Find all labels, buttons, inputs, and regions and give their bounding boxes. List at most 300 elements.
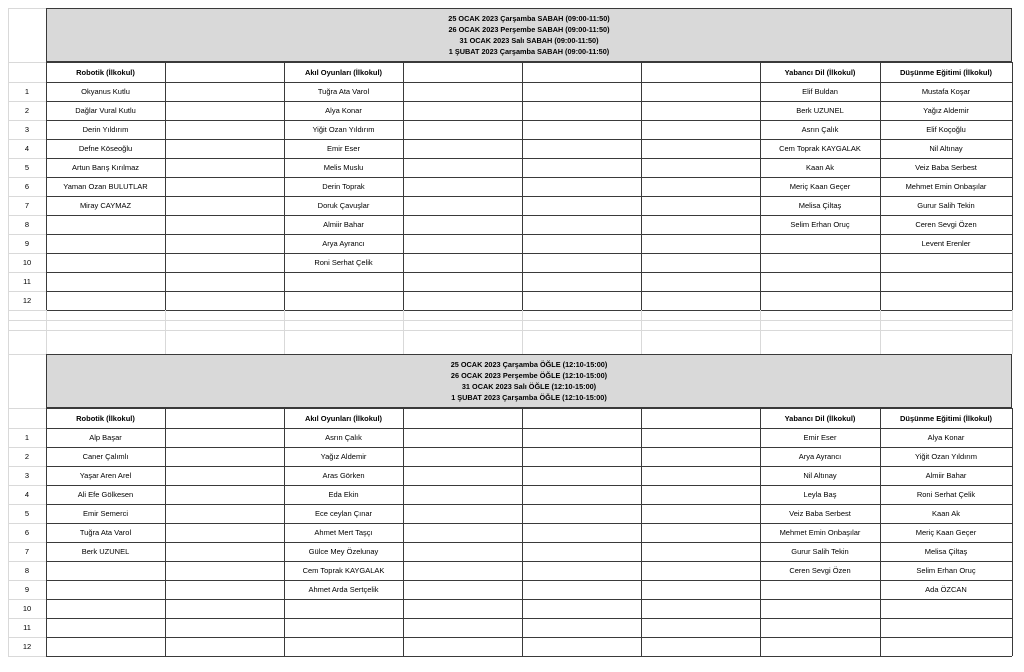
table-cell[interactable] bbox=[165, 158, 284, 177]
gridline bbox=[403, 62, 404, 310]
table-cell[interactable] bbox=[165, 637, 284, 656]
table-cell[interactable]: Aras Görken bbox=[322, 471, 365, 480]
table-cell[interactable] bbox=[641, 428, 760, 447]
row-number: 6 bbox=[24, 528, 30, 537]
table-cell[interactable]: Ali Efe Gölkesen bbox=[77, 490, 134, 499]
table-cell[interactable] bbox=[403, 253, 522, 272]
table-cell[interactable] bbox=[403, 120, 522, 139]
table-cell[interactable] bbox=[522, 177, 641, 196]
column-header bbox=[165, 62, 284, 82]
table-cell[interactable]: Melis Muslu bbox=[323, 163, 364, 172]
gridline bbox=[46, 447, 1012, 448]
table-cell[interactable]: Derin Yıldırım bbox=[82, 125, 129, 134]
row-number: 8 bbox=[24, 220, 30, 229]
table-cell[interactable] bbox=[403, 428, 522, 447]
table-cell[interactable] bbox=[403, 139, 522, 158]
table-cell[interactable]: Leyla Baş bbox=[803, 490, 837, 499]
table-cell[interactable]: Asrın Çalık bbox=[325, 433, 362, 442]
table-cell[interactable] bbox=[880, 291, 1012, 310]
gridline bbox=[46, 618, 1012, 619]
table-cell[interactable] bbox=[165, 447, 284, 466]
table-cell[interactable] bbox=[522, 215, 641, 234]
table-cell[interactable] bbox=[165, 177, 284, 196]
table-cell[interactable]: Alya Konar bbox=[325, 106, 362, 115]
table-cell[interactable] bbox=[641, 234, 760, 253]
table-cell[interactable]: Elif Koçoğlu bbox=[926, 125, 966, 134]
table-cell[interactable] bbox=[403, 561, 522, 580]
table-cell[interactable] bbox=[403, 466, 522, 485]
banner-line: 31 OCAK 2023 Salı SABAH (09:00-11:50) bbox=[459, 36, 599, 45]
table-cell[interactable]: Ceren Sevgi Özen bbox=[915, 220, 977, 229]
table-cell[interactable]: Almiir Bahar bbox=[925, 471, 967, 480]
table-cell[interactable]: Gülce Mey Özelunay bbox=[308, 547, 379, 556]
row-number: 1 bbox=[24, 87, 30, 96]
column-header bbox=[403, 408, 522, 428]
column-header bbox=[641, 62, 760, 82]
table-cell[interactable] bbox=[403, 523, 522, 542]
table-cell[interactable] bbox=[46, 618, 165, 637]
table-cell[interactable]: Veiz Baba Serbest bbox=[789, 509, 851, 518]
gridline bbox=[8, 561, 46, 562]
gridline bbox=[165, 310, 166, 354]
table-cell[interactable] bbox=[522, 580, 641, 599]
table-cell[interactable]: Veiz Baba Serbest bbox=[915, 163, 977, 172]
row-number: 9 bbox=[24, 585, 30, 594]
table-cell[interactable] bbox=[46, 599, 165, 618]
table-cell[interactable] bbox=[641, 599, 760, 618]
gridline bbox=[46, 62, 1012, 63]
table-cell[interactable]: Arya Ayrancı bbox=[322, 239, 365, 248]
table-cell[interactable] bbox=[522, 120, 641, 139]
table-cell[interactable] bbox=[760, 618, 880, 637]
table-cell[interactable] bbox=[165, 485, 284, 504]
table-cell[interactable] bbox=[403, 101, 522, 120]
table-cell[interactable]: Gurur Salih Tekin bbox=[917, 201, 975, 210]
table-cell[interactable]: Asrın Çalık bbox=[801, 125, 839, 134]
column-header bbox=[165, 408, 284, 428]
column-header: Düşünme Eğitimi (İlkokul) bbox=[899, 67, 993, 77]
table-cell[interactable]: Mehmet Emin Onbaşılar bbox=[905, 182, 987, 191]
table-cell[interactable] bbox=[760, 599, 880, 618]
table-cell[interactable] bbox=[403, 177, 522, 196]
table-cell[interactable]: Selim Erhan Oruç bbox=[790, 220, 850, 229]
gridline bbox=[1012, 310, 1013, 354]
table-cell[interactable] bbox=[46, 272, 165, 291]
table-cell[interactable] bbox=[403, 637, 522, 656]
row-number: 2 bbox=[24, 106, 30, 115]
table-cell[interactable]: Emir Semerci bbox=[82, 509, 128, 518]
table-cell[interactable] bbox=[641, 542, 760, 561]
row-number: 2 bbox=[24, 452, 30, 461]
gridline bbox=[46, 139, 1012, 140]
banner-line: 1 ŞUBAT 2023 Çarşamba SABAH (09:00-11:50) bbox=[448, 47, 610, 56]
table-cell[interactable]: Yaşar Aren Arel bbox=[79, 471, 132, 480]
gridline bbox=[46, 637, 1012, 638]
table-cell[interactable] bbox=[403, 504, 522, 523]
gridline bbox=[284, 62, 285, 310]
table-cell[interactable] bbox=[641, 272, 760, 291]
gridline bbox=[880, 310, 881, 354]
gridline bbox=[760, 62, 761, 310]
table-cell[interactable]: Elif Buldan bbox=[802, 87, 838, 96]
table-cell[interactable]: Kaan Ak bbox=[932, 509, 960, 518]
table-cell[interactable] bbox=[165, 523, 284, 542]
table-cell[interactable] bbox=[641, 158, 760, 177]
gridline bbox=[8, 158, 46, 159]
table-cell[interactable]: Nil Altınay bbox=[929, 144, 963, 153]
gridline bbox=[8, 8, 46, 9]
table-cell[interactable]: Tuğra Ata Varol bbox=[317, 87, 370, 96]
row-number: 11 bbox=[23, 623, 31, 632]
table-cell[interactable]: Ceren Sevgi Özen bbox=[789, 566, 851, 575]
gridline bbox=[8, 234, 46, 235]
table-cell[interactable] bbox=[641, 580, 760, 599]
row-number: 12 bbox=[22, 642, 32, 651]
table-cell[interactable] bbox=[641, 618, 760, 637]
table-cell[interactable]: Cem Toprak KAYGALAK bbox=[302, 566, 385, 575]
gridline bbox=[8, 354, 46, 355]
table-cell[interactable] bbox=[165, 291, 284, 310]
table-cell[interactable] bbox=[284, 618, 403, 637]
banner-line: 26 OCAK 2023 Perşembe ÖĞLE (12:10-15:00) bbox=[450, 371, 608, 380]
table-cell[interactable]: Melisa Çiltaş bbox=[924, 547, 968, 556]
table-cell[interactable] bbox=[641, 561, 760, 580]
table-cell[interactable] bbox=[165, 542, 284, 561]
gridline bbox=[8, 599, 46, 600]
table-cell[interactable] bbox=[46, 561, 165, 580]
table-cell[interactable] bbox=[403, 158, 522, 177]
table-cell[interactable]: Nil Altınay bbox=[803, 471, 837, 480]
table-cell[interactable] bbox=[46, 253, 165, 272]
table-cell[interactable] bbox=[165, 428, 284, 447]
table-cell[interactable] bbox=[880, 599, 1012, 618]
table-cell[interactable] bbox=[403, 447, 522, 466]
table-cell[interactable]: Okyanus Kutlu bbox=[81, 87, 130, 96]
table-cell[interactable] bbox=[760, 253, 880, 272]
gridline bbox=[403, 310, 404, 354]
table-cell[interactable]: Ada ÖZCAN bbox=[925, 585, 967, 594]
gridline bbox=[8, 120, 46, 121]
table-cell[interactable] bbox=[522, 291, 641, 310]
table-cell[interactable] bbox=[165, 234, 284, 253]
table-cell[interactable] bbox=[522, 158, 641, 177]
table-cell[interactable] bbox=[165, 82, 284, 101]
gridline bbox=[8, 504, 46, 505]
table-cell[interactable] bbox=[403, 82, 522, 101]
table-cell[interactable] bbox=[46, 580, 165, 599]
table-cell[interactable] bbox=[403, 485, 522, 504]
gridline bbox=[165, 408, 166, 656]
gridline bbox=[46, 158, 1012, 159]
gridline bbox=[8, 215, 46, 216]
banner-line: 1 ŞUBAT 2023 Çarşamba ÖĞLE (12:10-15:00) bbox=[451, 393, 607, 402]
gridline bbox=[46, 599, 1012, 600]
table-cell[interactable]: Selim Erhan Oruç bbox=[916, 566, 976, 575]
gridline bbox=[46, 561, 1012, 562]
table-cell[interactable] bbox=[522, 599, 641, 618]
column-header: Akıl Oyunları (İlkokul) bbox=[304, 413, 383, 423]
table-cell[interactable] bbox=[641, 196, 760, 215]
table-cell[interactable] bbox=[522, 637, 641, 656]
banner-line: 26 OCAK 2023 Perşembe SABAH (09:00-11:50) bbox=[448, 25, 610, 34]
column-header: Akıl Oyunları (İlkokul) bbox=[304, 67, 383, 77]
table-cell[interactable] bbox=[165, 561, 284, 580]
table-cell[interactable]: Yiğit Ozan Yıldırım bbox=[312, 125, 375, 134]
table-cell[interactable]: Meriç Kaan Geçer bbox=[915, 528, 977, 537]
gridline bbox=[46, 177, 1012, 178]
table-cell[interactable] bbox=[760, 637, 880, 656]
table-cell[interactable] bbox=[522, 618, 641, 637]
gridline bbox=[8, 196, 46, 197]
table-cell[interactable] bbox=[880, 253, 1012, 272]
table-cell[interactable] bbox=[522, 504, 641, 523]
gridline bbox=[522, 62, 523, 310]
table-cell[interactable]: Gurur Salih Tekin bbox=[791, 547, 849, 556]
table-cell[interactable]: Melisa Çiltaş bbox=[798, 201, 842, 210]
table-cell[interactable]: Artun Barış Kırılmaz bbox=[71, 163, 140, 172]
table-cell[interactable] bbox=[403, 599, 522, 618]
row-number: 7 bbox=[24, 201, 30, 210]
table-cell[interactable]: Mehmet Emin Onbaşılar bbox=[779, 528, 861, 537]
column-header bbox=[641, 408, 760, 428]
table-cell[interactable] bbox=[403, 580, 522, 599]
table-cell[interactable]: Meriç Kaan Geçer bbox=[789, 182, 851, 191]
gridline bbox=[8, 310, 9, 354]
gridline bbox=[46, 408, 47, 656]
gridline bbox=[403, 408, 404, 656]
table-cell[interactable] bbox=[641, 466, 760, 485]
banner-line: 25 OCAK 2023 Çarşamba SABAH (09:00-11:50) bbox=[448, 14, 610, 23]
table-cell[interactable]: Berk UZUNEL bbox=[81, 547, 130, 556]
gridline bbox=[8, 428, 46, 429]
table-cell[interactable]: Yağız Aldemir bbox=[320, 452, 367, 461]
table-cell[interactable]: Tuğra Ata Varol bbox=[79, 528, 132, 537]
table-cell[interactable] bbox=[641, 504, 760, 523]
gridline bbox=[8, 139, 46, 140]
column-header bbox=[403, 62, 522, 82]
gridline bbox=[46, 82, 1012, 83]
table-cell[interactable] bbox=[641, 637, 760, 656]
gridline bbox=[8, 656, 46, 657]
table-cell[interactable]: Dağlar Vural Kutlu bbox=[75, 106, 136, 115]
table-cell[interactable] bbox=[165, 215, 284, 234]
gridline bbox=[46, 291, 1012, 292]
gridline bbox=[46, 466, 1012, 467]
table-cell[interactable] bbox=[165, 120, 284, 139]
table-cell[interactable]: Emir Eser bbox=[327, 144, 360, 153]
section-banner bbox=[46, 8, 1012, 62]
gridline bbox=[46, 428, 1012, 429]
table-cell[interactable] bbox=[165, 272, 284, 291]
table-cell[interactable] bbox=[522, 272, 641, 291]
table-cell[interactable]: Ahmet Arda Sertçelik bbox=[308, 585, 379, 594]
table-cell[interactable] bbox=[522, 447, 641, 466]
table-cell[interactable] bbox=[165, 504, 284, 523]
table-cell[interactable] bbox=[284, 637, 403, 656]
table-cell[interactable]: Roni Serhat Çelik bbox=[916, 490, 976, 499]
gridline bbox=[641, 408, 642, 656]
table-cell[interactable]: Alya Konar bbox=[927, 433, 965, 442]
banner-line: 31 OCAK 2023 Salı ÖĞLE (12:10-15:00) bbox=[461, 382, 597, 391]
table-cell[interactable] bbox=[522, 485, 641, 504]
table-cell[interactable] bbox=[522, 428, 641, 447]
table-cell[interactable] bbox=[641, 215, 760, 234]
table-cell[interactable] bbox=[165, 466, 284, 485]
row-number: 3 bbox=[24, 125, 30, 134]
table-cell[interactable]: Yağız Aldemir bbox=[923, 106, 969, 115]
table-cell[interactable] bbox=[641, 447, 760, 466]
table-cell[interactable] bbox=[641, 523, 760, 542]
table-cell[interactable]: Ahmet Mert Taşçı bbox=[314, 528, 373, 537]
gridline bbox=[46, 485, 1012, 486]
table-cell[interactable] bbox=[641, 177, 760, 196]
table-cell[interactable]: Berk UZUNEL bbox=[796, 106, 844, 115]
gridline bbox=[46, 272, 1012, 273]
table-cell[interactable] bbox=[403, 215, 522, 234]
gridline bbox=[46, 542, 1012, 543]
table-cell[interactable] bbox=[46, 291, 165, 310]
table-cell[interactable] bbox=[880, 272, 1012, 291]
gridline bbox=[46, 310, 47, 354]
table-cell[interactable] bbox=[522, 561, 641, 580]
gridline bbox=[46, 310, 1012, 311]
table-cell[interactable] bbox=[522, 101, 641, 120]
table-cell[interactable] bbox=[522, 82, 641, 101]
table-cell[interactable] bbox=[641, 139, 760, 158]
banner-line: 25 OCAK 2023 Çarşamba ÖĞLE (12:10-15:00) bbox=[450, 360, 608, 369]
table-cell[interactable] bbox=[165, 618, 284, 637]
gridline bbox=[8, 542, 46, 543]
section-banner bbox=[46, 354, 1012, 408]
table-cell[interactable]: Ece ceylan Çınar bbox=[314, 509, 373, 518]
row-number: 9 bbox=[24, 239, 30, 248]
table-cell[interactable] bbox=[760, 272, 880, 291]
table-cell[interactable] bbox=[880, 637, 1012, 656]
gridline bbox=[46, 234, 1012, 235]
gridline bbox=[522, 408, 523, 656]
table-cell[interactable] bbox=[522, 523, 641, 542]
table-cell[interactable] bbox=[403, 272, 522, 291]
gridline bbox=[8, 618, 46, 619]
gridline bbox=[8, 310, 46, 311]
table-cell[interactable] bbox=[165, 253, 284, 272]
table-cell[interactable] bbox=[641, 253, 760, 272]
table-cell[interactable]: Derin Toprak bbox=[322, 182, 365, 191]
gridline bbox=[880, 62, 881, 310]
table-cell[interactable] bbox=[522, 234, 641, 253]
gridline bbox=[8, 62, 46, 63]
table-cell[interactable]: Yaman Ozan BULUTLAR bbox=[63, 182, 148, 191]
table-cell[interactable]: Yiğit Ozan Yıldırım bbox=[914, 452, 978, 461]
table-cell[interactable] bbox=[284, 291, 403, 310]
table-cell[interactable] bbox=[165, 101, 284, 120]
gridline bbox=[8, 320, 1012, 321]
table-cell[interactable]: Alp Başar bbox=[89, 433, 122, 442]
gridline bbox=[8, 272, 46, 273]
gridline bbox=[46, 253, 1012, 254]
table-cell[interactable]: Almiir Bahar bbox=[323, 220, 364, 229]
table-cell[interactable] bbox=[760, 234, 880, 253]
table-cell[interactable] bbox=[522, 466, 641, 485]
row-number: 1 bbox=[24, 433, 30, 442]
row-number: 12 bbox=[22, 296, 32, 305]
gridline bbox=[880, 408, 881, 656]
table-cell[interactable] bbox=[284, 272, 403, 291]
table-cell[interactable] bbox=[403, 196, 522, 215]
table-cell[interactable]: Defne Köseoğlu bbox=[78, 144, 133, 153]
table-cell[interactable] bbox=[403, 618, 522, 637]
gridline bbox=[8, 447, 46, 448]
row-number: 6 bbox=[24, 182, 30, 191]
table-cell[interactable]: Doruk Çavuşlar bbox=[317, 201, 370, 210]
table-cell[interactable] bbox=[403, 291, 522, 310]
table-cell[interactable] bbox=[165, 196, 284, 215]
table-cell[interactable] bbox=[46, 234, 165, 253]
table-cell[interactable]: Levent Erenler bbox=[921, 239, 971, 248]
column-header bbox=[522, 62, 641, 82]
table-cell[interactable] bbox=[522, 139, 641, 158]
table-cell[interactable]: Mustafa Koşar bbox=[921, 87, 971, 96]
table-cell[interactable] bbox=[165, 599, 284, 618]
gridline bbox=[8, 291, 46, 292]
table-cell[interactable] bbox=[165, 139, 284, 158]
gridline bbox=[8, 580, 46, 581]
table-cell[interactable] bbox=[284, 599, 403, 618]
row-number: 5 bbox=[24, 163, 30, 172]
row-number: 10 bbox=[22, 258, 32, 267]
table-cell[interactable]: Miray CAYMAZ bbox=[79, 201, 132, 210]
table-cell[interactable]: Kaan Ak bbox=[806, 163, 834, 172]
row-number: 4 bbox=[24, 490, 30, 499]
table-cell[interactable] bbox=[46, 637, 165, 656]
row-number: 10 bbox=[22, 604, 32, 613]
table-cell[interactable]: Arya Ayrancı bbox=[798, 452, 842, 461]
gridline bbox=[760, 408, 761, 656]
table-cell[interactable]: Roni Serhat Çelik bbox=[314, 258, 373, 267]
table-cell[interactable]: Caner Çalımlı bbox=[82, 452, 129, 461]
table-cell[interactable] bbox=[760, 580, 880, 599]
column-header: Düşünme Eğitimi (İlkokul) bbox=[899, 413, 993, 423]
table-cell[interactable]: Cem Toprak KAYGALAK bbox=[779, 144, 861, 153]
table-cell[interactable] bbox=[522, 196, 641, 215]
row-number: 7 bbox=[24, 547, 30, 556]
gridline bbox=[1012, 408, 1013, 656]
table-cell[interactable] bbox=[641, 101, 760, 120]
table-cell[interactable] bbox=[522, 542, 641, 561]
gridline bbox=[522, 310, 523, 354]
table-cell[interactable] bbox=[760, 291, 880, 310]
table-cell[interactable] bbox=[522, 253, 641, 272]
table-cell[interactable] bbox=[641, 120, 760, 139]
table-cell[interactable] bbox=[641, 291, 760, 310]
table-cell[interactable] bbox=[165, 580, 284, 599]
gridline bbox=[46, 408, 1012, 409]
table-cell[interactable]: Emir Eser bbox=[803, 433, 837, 442]
table-cell[interactable]: Eda Ekin bbox=[328, 490, 359, 499]
gridline bbox=[8, 82, 46, 83]
gridline bbox=[284, 408, 285, 656]
table-cell[interactable] bbox=[880, 618, 1012, 637]
gridline bbox=[8, 253, 46, 254]
gridline bbox=[641, 62, 642, 310]
row-number: 5 bbox=[24, 509, 30, 518]
table-cell[interactable] bbox=[46, 215, 165, 234]
table-cell[interactable] bbox=[403, 234, 522, 253]
table-cell[interactable] bbox=[641, 485, 760, 504]
table-cell[interactable] bbox=[641, 82, 760, 101]
table-cell[interactable] bbox=[403, 542, 522, 561]
gridline bbox=[46, 196, 1012, 197]
